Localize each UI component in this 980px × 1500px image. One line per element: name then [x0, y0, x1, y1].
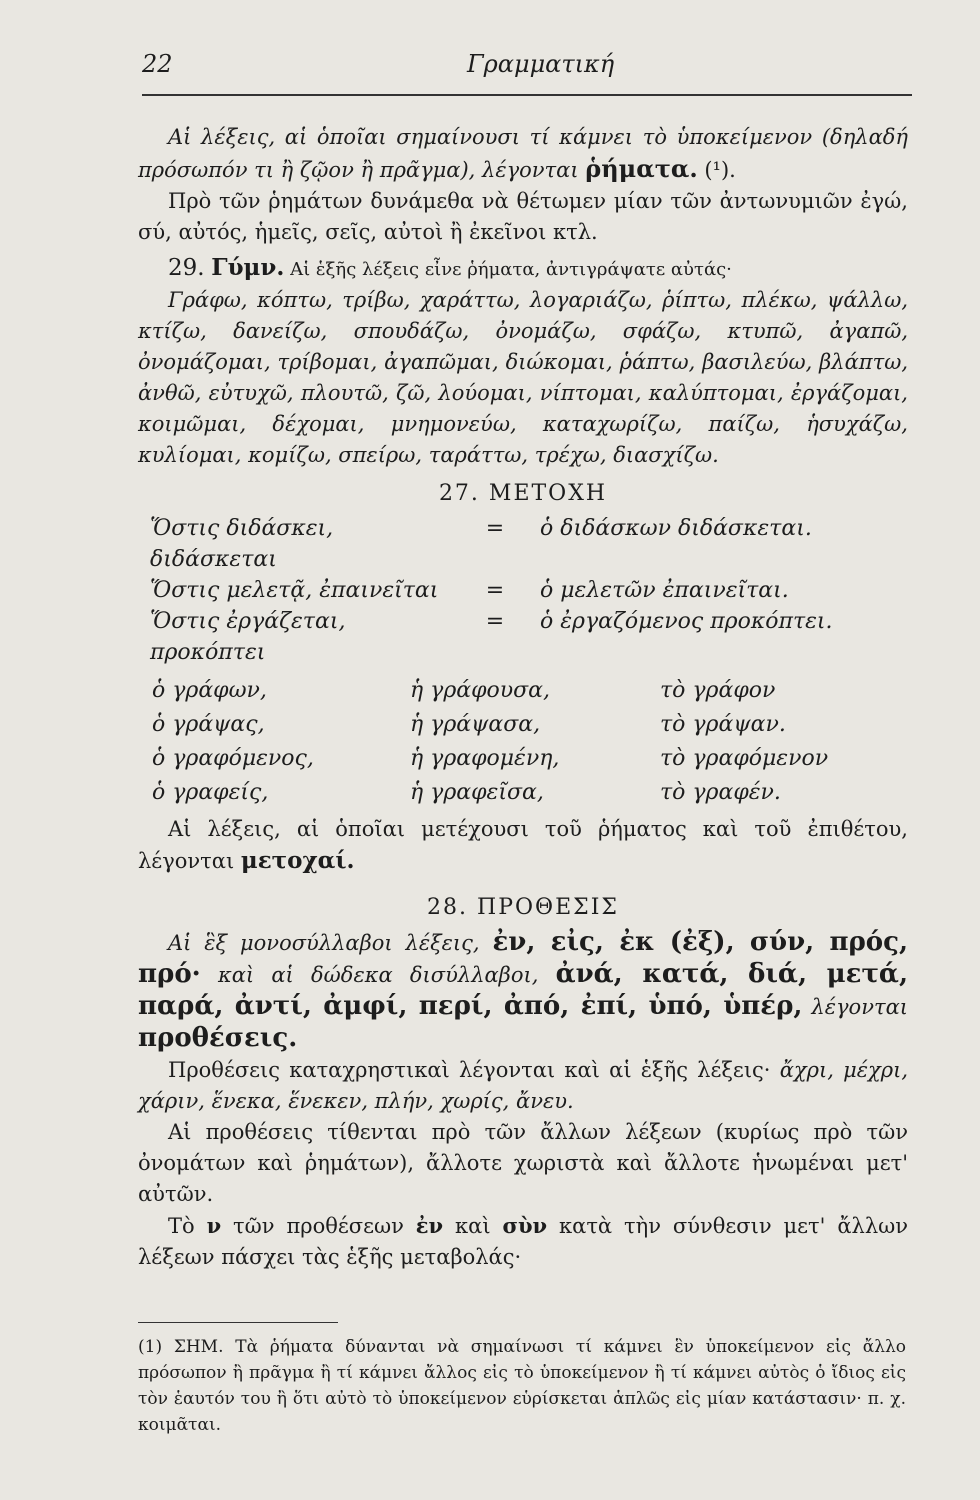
masc-form: ὁ γράφων,: [152, 678, 267, 703]
exercise-instruction: Αἱ ἑξῆς λέξεις εἶνε ῥήματα, ἀντιγράψατε αὐτάς·: [284, 259, 732, 280]
paragraph-pronouns: Πρὸ τῶν ῥημάτων δυνάμεθα νὰ θέτωμεν μίαν τῶν ἀντωνυμιῶν ἐγώ, σύ, αὐτός, ἡμεῖς, σεῖς, αὐτοὶ ἢ ἐκεῖνοι κτλ.: [138, 189, 908, 244]
fem-form: ἡ γράψασα,: [410, 712, 541, 737]
prepositions-changes: [138, 1210, 908, 1273]
neut-form: τὸ γράφον: [660, 678, 776, 703]
text: Αἱ λέξεις, αἱ ὁποῖαι μετέχουσι τοῦ ῥήματος καὶ τοῦ ἐπιθέτου, λέγονται: [138, 817, 908, 873]
page-header: [142, 50, 912, 94]
text: Αἱ ἓξ μονοσύλλαβοι λέξεις,: [168, 931, 493, 955]
running-title: Γραμματική: [467, 50, 615, 78]
eq-left: Ὅστις διδάσκει, διδάσκεται: [150, 516, 334, 572]
eq-right: ὁ ἐργαζόμενος προκόπτει.: [540, 609, 833, 634]
exercise-word-list: Γράφω, κόπτω, τρίβω, χαράττω, λογαριάζω, ῥίπτω, πλέκω, ψάλλω, κτίζω, δανείζω, σπουδάζω, ὀνομάζω, σφάζω, κτυπῶ, ἀγαπῶ, ὀνομάζομαι, τρίβομαι, ἀγαπῶμαι, διώκομαι, ῥάπτω, βασιλεύω, βλάπτω, ἀνθῶ, εὐτυχῶ, πλουτῶ, ζῶ, λούομαι, νίπτομαι, καλύπτομαι, ἐργάζομαι, κοιμῶμαι, δέχομαι, μνημονεύω, καταχωρίζω, παίζω, ἡσυχάζω, κυλίομαι, κομίζω, σπείρω, ταράττω, τρέχω, διασχίζω.: [138, 288, 908, 467]
forms-row: [152, 742, 908, 776]
text: Αἱ λέξεις, αἱ ὁποῖαι σημαίνουσι τί κάμνει τὸ ὑποκείμενον (δηλαδή πρόσωπόν τι ἢ ζῷον ἢ πρᾶγμα), λέγονται: [138, 125, 908, 182]
neut-form: τὸ γράψαν.: [660, 712, 786, 737]
eq-sign: =: [485, 609, 505, 634]
term-protheseis: προθέσεις.: [138, 1023, 298, 1053]
forms-row: [152, 708, 908, 742]
prep-syn: σὺν: [502, 1213, 548, 1238]
forms-row: [152, 776, 908, 810]
prepositions-definition: [138, 927, 908, 1055]
fem-form: ἡ γράφουσα,: [410, 678, 551, 703]
equation-row: [150, 513, 908, 575]
prepositions-usage: Αἱ προθέσεις τίθενται πρὸ τῶν ἄλλων λέξεων (κυρίως πρὸ τῶν ὀνομάτων καὶ ῥημάτων), ἄλλοτε χωριστὰ καὶ ἄλλοτε ἡνωμέναι μετ' αὐτῶν.: [138, 1120, 908, 1206]
text: κατὰ τὴν σύνθεσιν μετ' ἄλλων λέξεων πάσχει τὰς ἑξῆς μεταβολάς·: [138, 1214, 909, 1269]
eq-left: Ὅστις μελετᾷ, ἐπαινεῖται: [150, 578, 439, 603]
text: καὶ αἱ δώδεκα δισύλλαβοι,: [200, 963, 556, 987]
eq-right: ὁ διδάσκων διδάσκεται.: [540, 516, 812, 541]
term-metochai: μετοχαί.: [240, 847, 355, 874]
fem-form: ἡ γραφομένη,: [410, 746, 560, 771]
letter-nu: ν: [206, 1213, 222, 1238]
masc-form: ὁ γραφόμενος,: [152, 746, 314, 771]
page-number: 22: [142, 50, 173, 78]
exercise-29: [138, 252, 908, 285]
neut-form: τὸ γραφόμενον: [660, 746, 829, 771]
monosyllabic-prepositions: ἐν, εἰς, ἐκ (ἐξ), σύν, πρός, πρό·: [138, 927, 908, 989]
text: καὶ: [443, 1214, 503, 1238]
prep-en: ἐν: [415, 1213, 444, 1238]
participle-definition: [138, 814, 908, 877]
term-rhemata: ῥήματα.: [585, 154, 698, 183]
improper-prepositions: [138, 1055, 908, 1117]
footnote-ref: (¹).: [697, 158, 736, 182]
text: Τὸ: [168, 1214, 207, 1238]
participle-forms-table: [138, 674, 908, 810]
fem-form: ἡ γραφεῖσα,: [410, 780, 544, 805]
equation-row: [150, 575, 908, 606]
equation-row: [150, 606, 908, 668]
header-rule: [142, 94, 912, 96]
eq-right: ὁ μελετῶν ἐπαινεῖται.: [540, 578, 789, 603]
footnote-rule: [138, 1322, 338, 1323]
eq-sign: =: [485, 516, 505, 541]
text: τῶν προθέσεων: [221, 1214, 416, 1238]
disyllabic-prepositions: ἀνά, κατά, διά, μετά, παρά, ἀντί, ἀμφί, περί, ἀπό, ἐπί, ὑπό, ὑπέρ,: [138, 959, 908, 1021]
exercise-label: Γύμν.: [211, 254, 285, 281]
eq-sign: =: [485, 578, 505, 603]
text: λέγονται: [802, 995, 909, 1019]
footnote: (1) ΣΗΜ. Τὰ ῥήματα δύνανται νὰ σημαίνωσι τί κάμνει ἓν ὑποκείμενον εἰς ἄλλο πρόσωπον ἢ πρᾶγμα ἢ τί κάμνει ἄλλος εἰς τὸ ὑποκείμενον ἢ τί κάμνει αὐτὸς ὁ ἴδιος εἰς τὸν ἑαυτόν του ἢ ὅτι αὐτὸ τὸ ὑποκείμενον εὑρίσκεται ἁπλῶς εἰς μίαν κατάστασιν· π. χ. κοιμᾶται.: [138, 1337, 906, 1435]
paragraph-verbs-definition: [138, 122, 908, 186]
exercise-number: 29.: [168, 255, 205, 281]
text: Προθέσεις καταχρηστικαὶ λέγονται καὶ αἱ ἑξῆς λέξεις·: [168, 1058, 780, 1082]
page-body: [138, 122, 908, 1273]
participle-equations: [138, 513, 908, 668]
section-27-title: 27. ΜΕΤΟΧΗ: [438, 481, 608, 506]
forms-row: [152, 674, 908, 708]
eq-left: Ὅστις ἐργάζεται, προκόπτει: [150, 609, 346, 665]
neut-form: τὸ γραφέν.: [660, 780, 781, 805]
section-28-title: 28. ΠΡΟΘΕΣΙΣ: [427, 895, 619, 920]
masc-form: ὁ γράψας,: [152, 712, 265, 737]
improper-list: ἄχρι, μέχρι, χάριν, ἕνεκα, ἕνεκεν, πλήν, χωρίς, ἄνευ.: [138, 1058, 909, 1113]
masc-form: ὁ γραφείς,: [152, 780, 269, 805]
